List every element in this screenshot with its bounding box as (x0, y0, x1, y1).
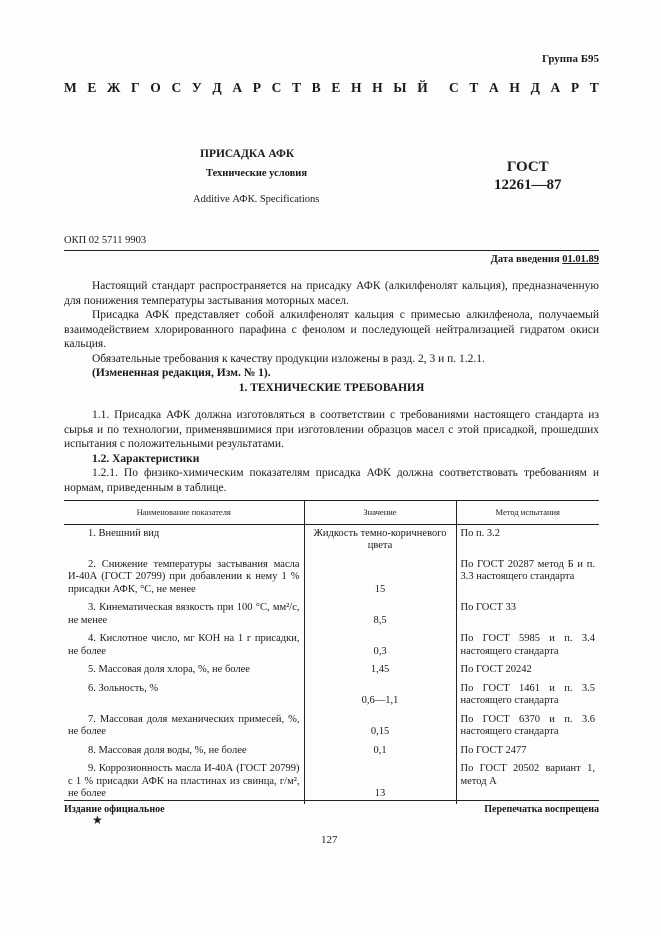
banner-letter: С (448, 80, 459, 95)
banner-letter: Т (292, 80, 302, 95)
banner-letter: М (64, 80, 77, 95)
banner-letter: Н (372, 80, 383, 95)
table-row (64, 680, 599, 711)
indicator-value: 15 (374, 583, 386, 595)
banner-letter: В (311, 80, 321, 95)
test-method: По ГОСТ 33 (460, 602, 517, 613)
page-number: 127 (321, 834, 338, 846)
test-method: По ГОСТ 1461 и п. 3.5 настоящего стандарта (460, 682, 595, 706)
effective-date (491, 254, 599, 265)
test-method-cell (456, 760, 599, 804)
indicator-value: Жидкость темно-коричневого цвета (313, 527, 447, 551)
indicator-value-cell (304, 742, 456, 761)
official-edition: Издание официальное (64, 804, 165, 815)
indicator-name-cell (64, 524, 304, 556)
banner-letter: У (191, 80, 202, 95)
indicator-value-cell (304, 711, 456, 742)
header-value: Значение (304, 501, 456, 525)
clause-1-2-1: 1.2.1. По физико-химическим показателям присадка АФК должна соответствовать требованиям и нормам, приведенным в таблице. (64, 467, 599, 494)
banner-letter: С (171, 80, 182, 95)
test-method-cell (456, 742, 599, 761)
indicator-name: 5. Массовая доля хлора, %, не более (88, 664, 250, 675)
gost-designation (494, 158, 562, 194)
indicator-value: 0,1 (373, 744, 387, 756)
indicator-value-cell (304, 680, 456, 711)
banner-letter: А (489, 80, 499, 95)
gost-label: ГОСТ (506, 159, 549, 175)
indicator-value-cell (304, 599, 456, 630)
section-heading: 1. ТЕХНИЧЕСКИЕ ТРЕБОВАНИЯ (238, 382, 425, 394)
date-value: 01.01.89 (562, 254, 599, 265)
banner-letter: А (550, 80, 561, 95)
indicator-name: 6. Зольность, % (88, 682, 159, 694)
indicator-value-cell (304, 524, 456, 556)
indicator-name: 4. Кислотное число, мг КОН на 1 г присадки, не более (68, 633, 300, 657)
indicator-name-cell (64, 760, 304, 804)
table-row (64, 711, 599, 742)
indicator-value-cell (304, 556, 456, 600)
indicator-value: 0,15 (370, 726, 390, 737)
indicator-value: 13 (374, 788, 386, 799)
banner-letter: Т (469, 80, 479, 95)
banner-letter: О (150, 80, 161, 95)
banner-letter: Е (87, 80, 97, 95)
banner-letter: Р (570, 80, 580, 95)
indicator-name: 9. Коррозионность масла И-40А (ГОСТ 20799) с 1 % присадки АФК на пластинах из свинца, г/м², не более (68, 763, 300, 799)
indicator-value: 0,3 (373, 645, 387, 657)
indicator-name-cell (64, 661, 304, 680)
table-row (64, 760, 599, 804)
divider-bottom (64, 800, 599, 801)
test-method: По п. 3.2 (460, 527, 500, 539)
banner-letter: Ж (107, 80, 121, 95)
intro-paragraph: Обязательные требования к качеству продукции изложены в разд. 2, 3 и п. 1.2.1. (92, 352, 485, 365)
group-code: Группа Б95 (542, 53, 599, 65)
indicator-name: 3. Кинематическая вязкость при 100 °С, мм²/с, не менее (68, 602, 300, 626)
banner-letter: Н (350, 80, 362, 95)
table-row (64, 524, 599, 556)
banner-letter: Ы (393, 80, 407, 95)
indicator-name: 8. Массовая доля воды, %, не более (88, 744, 247, 756)
document-title: ПРИСАДКА АФК (200, 148, 295, 160)
indicator-name-cell (64, 556, 304, 600)
table-header-row (64, 501, 599, 525)
gost-number: 12261—87 (494, 177, 562, 193)
banner-letter: Р (252, 80, 261, 95)
indicator-name-cell (64, 742, 304, 761)
banner-letter: Д (530, 80, 540, 95)
table-row (64, 742, 599, 761)
star-icon: ★ (92, 813, 103, 827)
banner-letter: Т (589, 80, 599, 95)
document-subtitle: Технические условия (206, 168, 308, 179)
test-method-cell (456, 680, 599, 711)
divider-top (64, 250, 599, 251)
clause-1-1: 1.1. Присадка АФК должна изготовляться в соответствии с требованиями настоящего стандарта из сырья и по технологии, применявшимися при изготовлении образцов масел с этой присадкой, прошедших испытания с положительными результатами. (64, 409, 599, 450)
banner-letter: Е (331, 80, 341, 95)
indicator-name: 1. Внешний вид (88, 527, 160, 539)
section-body (64, 408, 599, 495)
test-method-cell (456, 630, 599, 661)
okp-code: ОКП 02 5711 9903 (64, 235, 147, 246)
indicator-value-cell (304, 661, 456, 680)
standard-banner (64, 80, 599, 96)
banner-letter: Г (131, 80, 140, 95)
banner-letter: С (271, 80, 282, 95)
intro-paragraph: Настоящий стандарт распространяется на присадку АФК (алкилфенолят кальция), предназначенную для понижения температуры застывания моторных масел. (64, 280, 599, 307)
indicator-name: 2. Снижение температуры застывания масла И-40А (ГОСТ 20799) при добавлении к нему 1 % присадки АФК, °С, не менее (68, 558, 300, 595)
intro-block (64, 279, 599, 381)
test-method-cell (456, 524, 599, 556)
intro-paragraph: Присадка АФК представляет собой алкилфенолят кальция с примесью алкилфенола, получаемый взаимодействием хлорированного парафина с фенолом и последующей нейтрализацией гидратом окиси кальция. (64, 309, 599, 350)
intro-note: (Измененная редакция, Изм. № 1). (92, 367, 271, 379)
requirements-table (64, 500, 599, 804)
test-method-cell (456, 661, 599, 680)
english-title: Additive АФК. Specifications (193, 194, 320, 205)
test-method: По ГОСТ 20502 вариант 1, метод А (460, 763, 595, 787)
test-method-cell (456, 599, 599, 630)
indicator-value: 8,5 (373, 614, 387, 626)
banner-letter: Й (417, 80, 428, 95)
clause-1-2: 1.2. Характеристики (92, 452, 200, 465)
indicator-value: 1,45 (370, 664, 390, 675)
banner-letter: Н (509, 80, 520, 95)
banner-letter: А (232, 80, 243, 95)
test-method-cell (456, 711, 599, 742)
banner-letter: Д (212, 80, 222, 95)
indicator-value-cell (304, 630, 456, 661)
date-label: Дата введения (490, 254, 560, 265)
indicator-value-cell (304, 760, 456, 804)
test-method: По ГОСТ 20287 метод Б и п. 3.3 настоящего стандарта (460, 558, 595, 582)
table-row (64, 599, 599, 630)
indicator-value: 0,6—1,1 (361, 695, 399, 706)
indicator-name: 7. Массовая доля механических примесей, %, не более (68, 713, 300, 737)
table-row (64, 556, 599, 600)
test-method: По ГОСТ 20242 (460, 664, 532, 675)
table-row (64, 661, 599, 680)
test-method-cell (456, 556, 599, 600)
reprint-prohibited: Перепечатка воспрещена (484, 804, 599, 815)
test-method: По ГОСТ 6370 и п. 3.6 настоящего стандарта (460, 713, 595, 737)
indicator-name-cell (64, 630, 304, 661)
test-method: По ГОСТ 5985 и п. 3.4 настоящего стандарта (460, 633, 595, 657)
indicator-name-cell (64, 680, 304, 711)
table-row (64, 630, 599, 661)
header-method: Метод испытания (456, 501, 599, 525)
test-method: По ГОСТ 2477 (460, 744, 527, 756)
header-indicator: Наименование показателя (64, 501, 304, 525)
indicator-name-cell (64, 599, 304, 630)
indicator-name-cell (64, 711, 304, 742)
